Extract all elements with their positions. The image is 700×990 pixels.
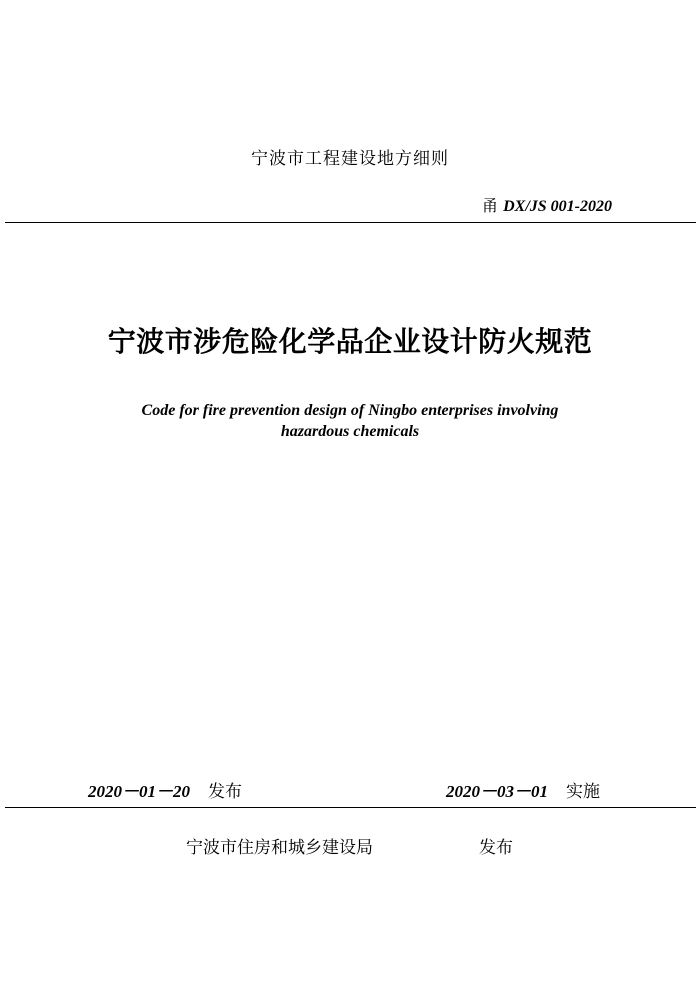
bottom-divider: [5, 807, 696, 808]
code-number: DX/JS 001-2020: [503, 198, 612, 215]
document-title-zh: 宁波市涉危险化学品企业设计防火规范: [107, 325, 593, 358]
issue-date-row: [88, 777, 242, 802]
publisher-action: 发布: [479, 838, 513, 858]
effective-label: 实施: [566, 782, 600, 802]
effective-date-row: [446, 777, 600, 802]
standard-code: [482, 193, 612, 216]
code-prefix: 甬: [481, 196, 498, 215]
top-divider: [5, 222, 696, 223]
en-title-line-2: hazardous chemicals: [280, 423, 420, 440]
effective-date: 2020－03－01: [446, 782, 548, 801]
publisher-name: 宁波市住房和城乡建设局: [186, 838, 373, 858]
en-title-line-1: Code for fire prevention design of Ningbo enterprises involving: [141, 402, 559, 419]
document-title-en: [0, 400, 700, 442]
series-title: 宁波市工程建设地方细则: [251, 149, 449, 169]
issue-label: 发布: [208, 782, 242, 802]
issue-date: 2020－01－20: [88, 782, 190, 801]
